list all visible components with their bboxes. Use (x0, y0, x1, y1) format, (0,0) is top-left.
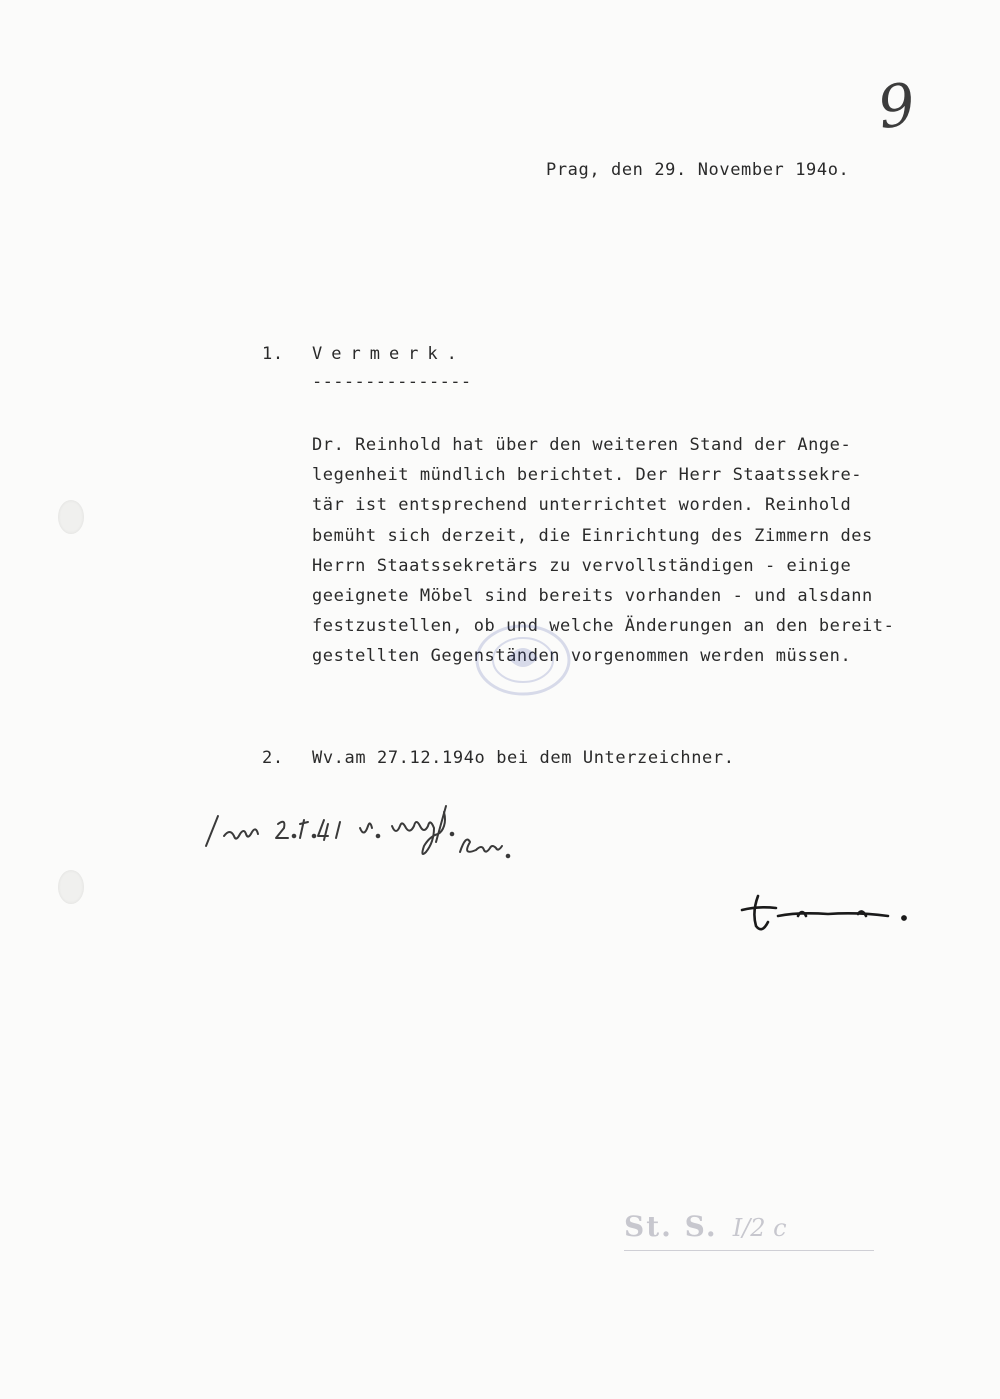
body-line: gestellten Gegenständen vorgenommen werden müssen. (312, 646, 852, 667)
stamp-text: St. S. (624, 1210, 718, 1243)
followup-instruction: Wv.am 27.12.194o bei dem Unterzeichner. (312, 748, 735, 768)
stamp-underline (624, 1250, 874, 1251)
stamp-suffix: I/2 c (732, 1214, 787, 1242)
handwritten-note (200, 802, 550, 872)
punch-hole (58, 500, 84, 534)
heading-underline: --------------- (312, 372, 472, 392)
official-seal-stamp (468, 618, 578, 698)
punch-hole (58, 870, 84, 904)
signature (738, 892, 918, 942)
body-line: Herrn Staatssekretärs zu vervollständigen - einige (312, 555, 852, 576)
heading-vermerk: Vermerk. (312, 344, 466, 364)
item-1-number: 1. (262, 344, 284, 364)
body-line: Dr. Reinhold hat über den weiteren Stand der Ange- (312, 435, 852, 455)
date-line: Prag, den 29. November 194o. (546, 160, 850, 180)
body-line: bemüht sich derzeit, die Einrichtung des Zimmern des (312, 525, 873, 546)
body-line: geeignete Möbel sind bereits vorhanden - und alsdann (312, 586, 873, 607)
memo-body (312, 430, 992, 672)
body-line: festzustellen, ob und welche Änderungen an den bereit- (312, 616, 895, 637)
body-line: legenheit mündlich berichtet. Der Herr Staatssekre- (312, 465, 863, 486)
filing-stamp (624, 1210, 787, 1243)
item-2-number: 2. (262, 748, 284, 768)
body-line: tär ist entsprechend unterrichtet worden. Reinhold (312, 495, 852, 516)
folio-number: 9 (873, 69, 920, 143)
